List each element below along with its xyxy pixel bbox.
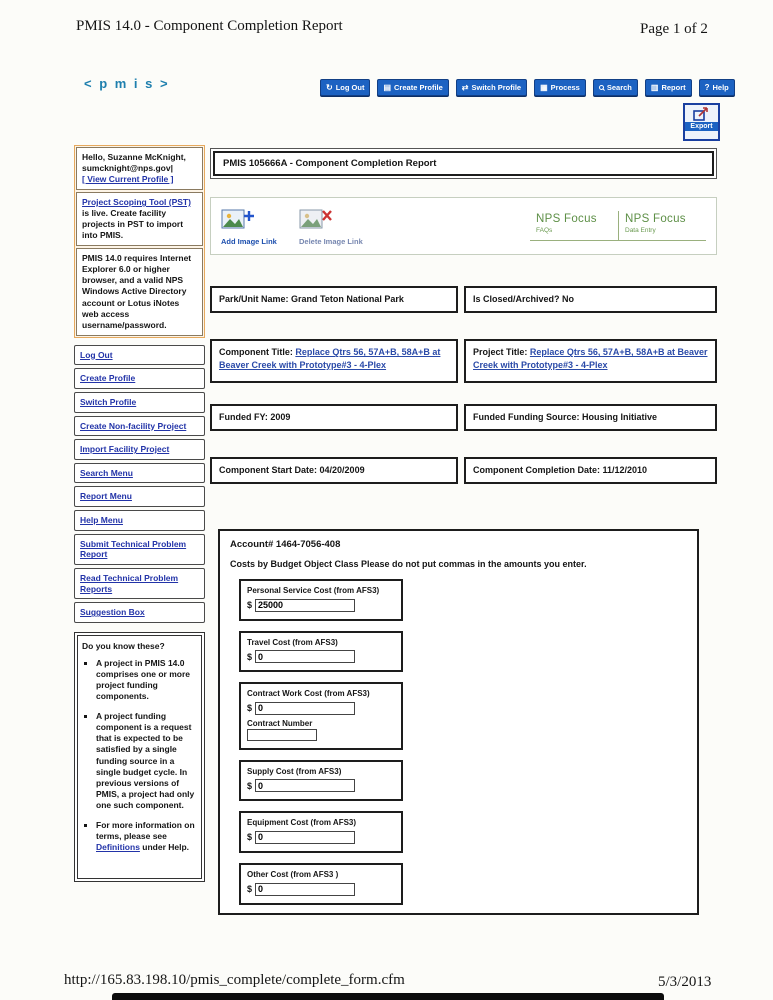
completion-date-label: Component Completion Date:	[473, 465, 600, 475]
project-title-link[interactable]: Replace Qtrs 56, 57A+B, 58A+B at Beaver Creek with Prototype#3 - 4-Plex	[473, 347, 708, 370]
personal-service-cost-input[interactable]	[255, 599, 355, 612]
equipment-cost-input[interactable]	[255, 831, 355, 844]
delete-image-icon	[299, 207, 333, 231]
supply-cost-box	[239, 760, 403, 802]
park-unit-name-label: Park/Unit Name:	[219, 294, 289, 304]
switch-profile-button[interactable]	[456, 79, 527, 96]
personal-service-cost-box	[239, 579, 403, 621]
print-footer-url: http://165.83.198.10/pmis_complete/complete_form.cfm	[64, 972, 405, 988]
main-content	[210, 148, 717, 915]
browser-requirements-text: PMIS 14.0 requires Internet Explorer 6.0 or higher browser, and a valid NPS Windows Active Directory account or Lotus iNotes web access username/password.	[82, 253, 192, 330]
add-image-link-button[interactable]	[221, 207, 293, 246]
scan-edge-artifact	[112, 993, 664, 1000]
contract-work-cost-input[interactable]	[255, 702, 355, 715]
sidebar-item-log-out[interactable]	[74, 345, 205, 366]
sidebar-menu	[74, 345, 205, 623]
field-row-park	[210, 286, 717, 313]
completion-date-value: 11/12/2010	[602, 465, 648, 475]
report-icon: ▥	[650, 82, 659, 92]
sidebar-item-search-menu[interactable]	[74, 463, 205, 484]
funded-fy-value: 2009	[270, 412, 291, 422]
process-button[interactable]	[534, 79, 586, 96]
search-label: Search	[606, 83, 632, 92]
contract-number-input[interactable]	[247, 729, 317, 741]
nps-focus-data-entry-link[interactable]	[618, 211, 706, 241]
menu-label: Report Menu	[80, 491, 132, 502]
bullet-text: For more information on terms, please see	[96, 819, 195, 841]
field-row-titles	[210, 339, 717, 383]
pst-notice-box	[76, 192, 203, 246]
know-bullet-project	[96, 658, 197, 703]
contract-work-cost-box	[239, 682, 403, 750]
image-link-row	[210, 197, 717, 255]
other-cost-label: Other Cost (from AFS3 )	[247, 869, 339, 879]
supply-cost-input[interactable]	[255, 779, 355, 792]
report-button[interactable]	[645, 79, 692, 96]
add-image-icon	[221, 207, 255, 231]
menu-label: Submit Technical Problem Report	[80, 538, 187, 560]
help-icon: ?	[704, 82, 710, 92]
currency-symbol: $	[247, 780, 253, 791]
contract-number-label: Contract Number	[247, 718, 313, 728]
know-bullet-definitions	[96, 820, 197, 854]
field-row-dates	[210, 457, 717, 484]
menu-label: Switch Profile	[80, 396, 137, 407]
pmis-logo: < p m i s >	[84, 76, 170, 91]
do-you-know-inner	[77, 635, 202, 879]
report-title-bar	[210, 148, 717, 179]
travel-cost-label: Travel Cost (from AFS3)	[247, 637, 338, 647]
personal-service-cost-label: Personal Service Cost (from AFS3)	[247, 586, 380, 595]
logout-label: Log Out	[335, 83, 365, 92]
bullet-bold: Help.	[168, 842, 190, 853]
search-button[interactable]	[593, 79, 638, 96]
bullet-bold: A project	[96, 657, 133, 668]
currency-symbol: $	[247, 832, 253, 843]
is-closed-label: Is Closed/Archived?	[473, 294, 560, 304]
component-title-link[interactable]: Replace Qtrs 56, 57A+B, 58A+B at Beaver Creek with Prototype#3 - 4-Plex	[219, 347, 441, 370]
bullet-text: in PMIS 14.0 comprises one or more project funding components.	[96, 657, 191, 702]
sidebar	[74, 145, 205, 882]
menu-label: Help Menu	[80, 515, 123, 526]
sidebar-item-create-profile[interactable]	[74, 368, 205, 389]
help-button[interactable]	[699, 79, 735, 96]
equipment-cost-box	[239, 811, 403, 853]
component-start-date-field	[210, 457, 458, 484]
export-label: Export	[685, 122, 718, 131]
report-title: PMIS 105666A - Component Completion Report	[213, 151, 714, 176]
nps-focus-title: NPS Focus	[625, 213, 686, 225]
menu-label: Create Profile	[80, 373, 136, 384]
menu-label: Create Non-facility Project	[80, 420, 187, 431]
export-button[interactable]	[683, 103, 720, 141]
bullet-text: under	[139, 842, 169, 853]
add-image-label: Add Image Link	[221, 236, 277, 246]
sidebar-info-group	[74, 145, 205, 338]
report-label: Report	[661, 83, 686, 92]
currency-symbol: $	[247, 703, 253, 714]
logout-icon: ↻	[326, 82, 333, 92]
travel-cost-input[interactable]	[255, 650, 355, 663]
funded-fy-field	[210, 404, 458, 431]
park-unit-name-field	[210, 286, 458, 313]
start-date-value: 04/20/2009	[319, 465, 365, 475]
help-label: Help	[712, 83, 729, 92]
currency-symbol: $	[247, 884, 253, 895]
switch-profile-label: Switch Profile	[471, 83, 522, 92]
do-you-know-title: Do you know these?	[82, 640, 165, 651]
nps-focus-data-entry-label: Data Entry	[625, 227, 656, 234]
funded-fy-label: Funded FY:	[219, 412, 268, 422]
do-you-know-box	[74, 632, 205, 882]
costs-instructions: Costs by Budget Object Class Please do not put commas in the amounts you enter.	[230, 559, 587, 569]
sidebar-item-import-facility-project[interactable]	[74, 439, 205, 460]
currency-symbol: $	[247, 651, 253, 662]
component-completion-date-field	[464, 457, 717, 484]
bullet-bold: A project funding component	[96, 710, 167, 732]
print-page-number: Page 1 of 2	[640, 21, 708, 37]
nps-focus-faqs-link[interactable]	[530, 211, 618, 241]
document-icon: ▤	[383, 82, 392, 92]
nps-focus-title: NPS Focus	[536, 213, 597, 225]
travel-cost-box	[239, 631, 403, 673]
other-cost-input[interactable]	[255, 883, 355, 896]
sidebar-item-submit-technical-problem-report[interactable]	[74, 534, 205, 565]
process-label: Process	[550, 83, 580, 92]
menu-label: Search Menu	[80, 467, 133, 478]
greeting-line2: sumcknight@nps.gov|	[82, 163, 173, 174]
browser-requirements-box	[76, 248, 203, 335]
supply-cost-label: Supply Cost (from AFS3)	[247, 766, 342, 776]
create-profile-button[interactable]	[377, 79, 448, 96]
other-cost-box	[239, 863, 403, 905]
nps-focus-faqs-label: FAQs	[536, 227, 553, 234]
delete-image-link-button[interactable]	[299, 207, 371, 246]
top-navigation	[320, 79, 735, 96]
project-title-field	[464, 339, 717, 383]
definitions-link[interactable]: Definitions	[96, 842, 140, 853]
sidebar-item-read-technical-problem-reports[interactable]	[74, 568, 205, 599]
account-costs-box	[218, 529, 699, 915]
sidebar-item-report-menu[interactable]	[74, 486, 205, 507]
print-footer-date: 5/3/2013	[658, 974, 712, 990]
do-you-know-list	[96, 658, 197, 854]
field-row-funding	[210, 404, 717, 431]
is-closed-value: No	[562, 294, 575, 304]
component-title-field	[210, 339, 458, 383]
contract-work-cost-label: Contract Work Cost (from AFS3)	[247, 689, 370, 699]
project-title-label: Project Title:	[473, 347, 528, 357]
greeting-line1: Hello, Suzanne McKnight,	[82, 152, 186, 162]
switch-icon: ⇄	[461, 82, 469, 92]
create-profile-label: Create Profile	[394, 83, 443, 92]
menu-label: Import Facility Project	[80, 444, 170, 455]
sidebar-item-help-menu[interactable]	[74, 510, 205, 531]
start-date-label: Component Start Date:	[219, 465, 318, 475]
account-number: Account# 1464-7056-408	[230, 539, 341, 550]
menu-label: Log Out	[80, 349, 113, 360]
logout-button[interactable]	[320, 79, 370, 96]
funding-source-label: Funded Funding Source:	[473, 412, 580, 422]
know-bullet-component	[96, 711, 197, 812]
print-header-title: PMIS 14.0 - Component Completion Report	[76, 18, 343, 34]
process-icon: ▦	[540, 82, 548, 92]
is-closed-archived-field	[464, 286, 717, 313]
component-title-label: Component Title:	[219, 347, 293, 357]
funded-funding-source-field	[464, 404, 717, 431]
menu-label: Suggestion Box	[80, 607, 145, 618]
equipment-cost-label: Equipment Cost (from AFS3)	[247, 818, 357, 828]
sidebar-item-create-nonfacility-project[interactable]	[74, 416, 205, 437]
menu-label: Read Technical Problem Reports	[80, 572, 179, 594]
delete-image-label: Delete Image Link	[299, 236, 363, 246]
bullet-text: is a request that is expected to be satisfied by a single funding source in a single budget cycle. In previous versions of PMIS, a project had only one such component.	[96, 721, 195, 811]
park-unit-name-value: Grand Teton National Park	[291, 294, 404, 304]
sidebar-item-switch-profile[interactable]	[74, 392, 205, 413]
pst-text: is live. Create facility projects in PST to import into PMIS.	[82, 208, 184, 241]
sidebar-item-suggestion-box[interactable]	[74, 602, 205, 623]
nps-focus-group	[530, 211, 706, 241]
pst-link[interactable]: Project Scoping Tool (PST)	[82, 197, 191, 208]
funding-source-value: Housing Initiative	[582, 412, 658, 422]
greeting-box	[76, 147, 203, 190]
view-current-profile-link[interactable]: [ View Current Profile ]	[82, 174, 174, 185]
currency-symbol: $	[247, 600, 253, 611]
export-icon	[693, 107, 710, 122]
search-icon	[599, 85, 604, 90]
